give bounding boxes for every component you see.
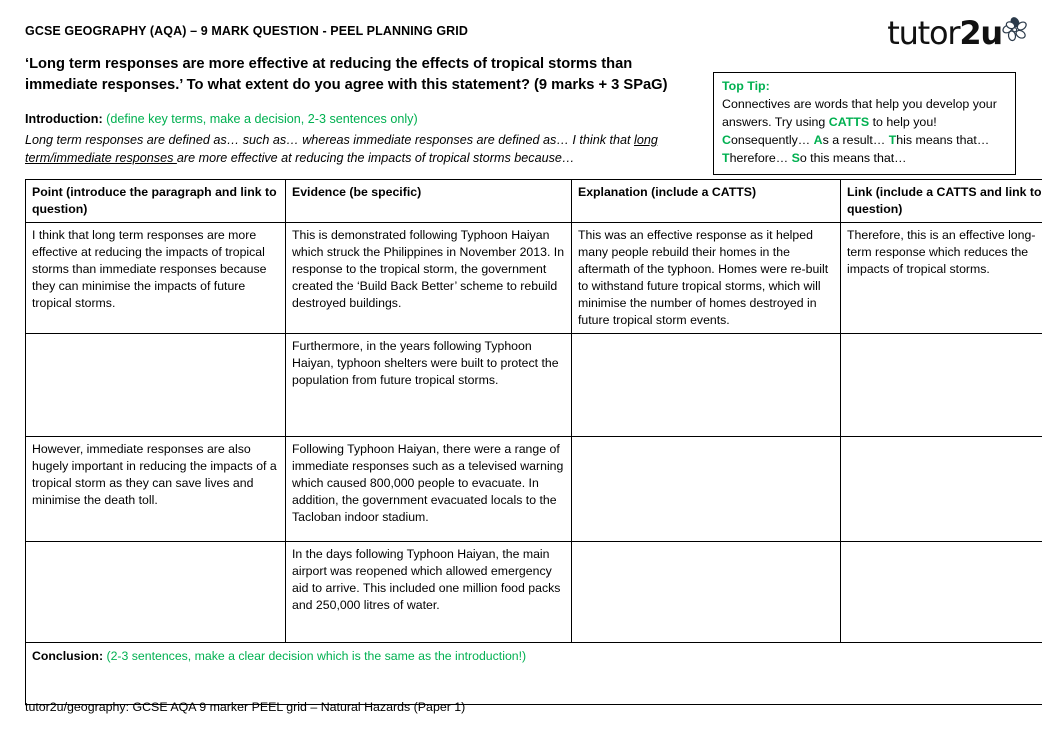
column-header-evidence: Evidence (be specific) [286, 180, 572, 223]
top-tip-box [713, 72, 1016, 175]
connective-0-rest: onsequently… [730, 132, 814, 147]
intro-underlined-choice: long term/immediate responses [25, 132, 658, 166]
cell-point[interactable] [26, 541, 286, 642]
cell-evidence[interactable]: This is demonstrated following Typhoon Haiyan which struck the Philippines in November 2013. In response to the tropical storm, the government created the ‘Build Back Better’ scheme to rebuild destroyed buildings. [286, 222, 572, 333]
logo-wordmark [887, 14, 1002, 52]
cell-evidence[interactable]: Furthermore, in the years following Typhoon Haiyan, typhoon shelters were built to protect the population from future tropical storms. [286, 333, 572, 436]
intro-part-1: Long term responses are defined as… such as… whereas immediate responses are defined as… I think that [25, 132, 635, 147]
introduction-heading-line [25, 110, 705, 130]
cell-point[interactable]: However, immediate responses are also hugely important in reducing the impacts of a tropical storm as they can save lives and minimise the death toll. [26, 436, 286, 541]
cell-link[interactable] [841, 333, 1042, 436]
connective-2-rest: his means that… [896, 132, 990, 147]
cell-link[interactable] [841, 541, 1042, 642]
top-tip-line1a: Connectives are words that help you develop your answers. Try using [722, 96, 997, 129]
cell-link[interactable] [841, 436, 1042, 541]
cell-explanation[interactable] [572, 541, 841, 642]
cell-explanation[interactable] [572, 436, 841, 541]
connective-2-initial: T [888, 132, 897, 147]
cell-evidence[interactable]: In the days following Typhoon Haiyan, the main airport was reopened which allowed emergency aid to arrive. This included one million food packs and 250,000 litres of water. [286, 541, 572, 642]
connective-1-initial: A [813, 132, 823, 147]
tutor2u-logo [886, 14, 1034, 62]
connective-3-initial: T [722, 150, 730, 165]
top-tip-line1b: to help you! [869, 114, 937, 129]
column-header-point: Point (introduce the paragraph and link to question) [26, 180, 286, 223]
introduction-hint: (define key terms, make a decision, 2-3 sentences only) [106, 112, 418, 126]
connectives-list [722, 133, 989, 165]
cell-link[interactable]: Therefore, this is an effective long-term response which reduces the impacts of tropical storms. [841, 222, 1042, 333]
exam-question: ‘Long term responses are more effective at reducing the effects of tropical storms than immediate responses.’ To what extent do you agree with this statement? (9 marks + 3 SPaG) [25, 56, 668, 93]
connective-3-rest: herefore… [729, 150, 792, 165]
table-row [26, 333, 1042, 436]
top-tip-body [722, 96, 1007, 168]
table-header-row [26, 180, 1042, 223]
cell-point[interactable]: I think that long term responses are more effective at reducing the impacts of tropical storms than immediate responses because they can minimise the impacts of future tropical storms. [26, 222, 286, 333]
footer-text: tutor2u/geography: GCSE AQA 9 marker PEEL grid – Natural Hazards (Paper 1) [25, 700, 466, 714]
conclusion-hint: (2-3 sentences, make a clear decision which is the same as the introduction!) [106, 648, 527, 663]
table-row [26, 541, 1042, 642]
table-row [26, 436, 1042, 541]
conclusion-row [26, 642, 1042, 704]
intro-part-2: are more effective at reducing the impacts of tropical storms because… [176, 151, 575, 166]
connective-4-rest: o this means that… [799, 150, 907, 165]
page-title: GCSE GEOGRAPHY (AQA) – 9 MARK QUESTION - PEEL PLANNING GRID [25, 24, 468, 38]
peel-planning-grid [25, 179, 1042, 705]
introduction-label: Introduction: [25, 112, 103, 126]
connective-1-rest: s a result… [822, 132, 889, 147]
introduction-sentence-starter [25, 131, 705, 169]
cell-point[interactable] [26, 333, 286, 436]
flower-icon [1000, 14, 1030, 44]
cell-evidence[interactable]: Following Typhoon Haiyan, there were a range of immediate responses such as a televised warning which caused 800,000 people to evacuate. In addition, the government evacuated locals to the Tacloban indoor stadium. [286, 436, 572, 541]
logo-text-light: tutor [887, 14, 960, 52]
catts-acronym: CATTS [828, 114, 870, 129]
cell-explanation[interactable]: This was an effective response as it helped many people rebuild their homes in the aftermath of the typhoon. Homes were re-built to withstand future tropical storms, which will minimise the number of homes destroyed in future tropical storm events. [572, 222, 841, 333]
table-row [26, 222, 1042, 333]
introduction-block [25, 110, 705, 168]
logo-text-bold: 2u [959, 14, 1002, 52]
connective-0-initial: C [722, 132, 731, 147]
conclusion-label: Conclusion: [32, 648, 104, 663]
top-tip-title: Top Tip: [722, 79, 770, 93]
connective-4-initial: S [791, 150, 800, 165]
cell-explanation[interactable] [572, 333, 841, 436]
column-header-link: Link (include a CATTS and link to question) [841, 180, 1042, 223]
column-header-explanation: Explanation (include a CATTS) [572, 180, 841, 223]
cell-conclusion[interactable] [26, 642, 1042, 704]
